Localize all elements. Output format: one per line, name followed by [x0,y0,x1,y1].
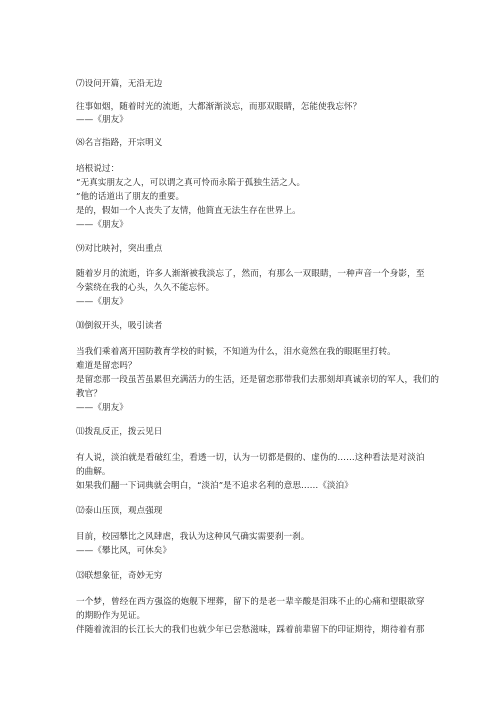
body-line: 的曲解。 [76,467,111,477]
source-citation: ——《朋友》 [76,403,128,413]
body-line: 当我们乘着离开国防教育学校的时候，不知道为什么，泪水竟然在我的眼眶里打转。 [76,347,396,357]
body-line: ”他的话道出了朋友的重要。 [76,192,185,202]
body-line: 有人说，淡泊就是看破红尘，看透一切，认为一切都是假的、虚伪的……这种看法是对淡泊 [76,453,425,463]
body-line: 一个梦，曾经在西方强盗的炮舰下埋葬，留下的是老一辈辛酸是泪珠不止的心痛和望眼欲穿 [76,597,425,607]
source-citation: ——《朋友》 [76,115,128,125]
source-citation: ——《攀比风，可休矣》 [76,546,172,556]
body-line: “无真实朋友之人，可以谓之真可怜而永陷于孤独生活之人。 [76,178,306,188]
body-line: 教官？ [76,389,102,399]
body-line: 往事如烟，随着时光的流逝，大都渐渐淡忘，而那双眼睛，怎能使我忘怀？ [76,102,362,112]
section-heading: ⑻名言指路，开宗明义 [76,138,163,148]
section-heading: ⑺设问开篇，无沿无边 [76,79,163,89]
body-line: 随着岁月的流逝，许多人渐渐被我淡忘了，然而，有那么一双眼睛，一种声音一个身影，至 [76,269,425,279]
body-line: 难道是留恋吗？ [76,361,137,371]
body-line: 是留恋那一段虽苦虽累但充满活力的生活，还是留恋那带我们去那刻却真诚亲切的军人，我们的 [76,375,440,385]
section-heading: ⑽倒叙开头，吸引读者 [76,321,163,331]
section-heading: ⒀联想象征，奇妙无穷 [76,571,163,581]
body-line: 如果我们翻一下词典就会明白，“淡泊”是不追求名利的意思……《淡泊》 [76,481,353,491]
source-citation: ——《朋友》 [76,220,128,230]
body-line: 今萦绕在我的心头，久久不能忘怀。 [76,283,215,293]
section-heading: ⑼对比映衬，突出重点 [76,244,163,254]
body-line: 伴随着流泪的长江长大的我们也就少年已尝愁滋味，踩着前辈留下的印证期待，期待着有那 [76,625,425,635]
body-line: 的期盼作为见证。 [76,611,146,621]
body-line: 目前，校园攀比之风肆虐，我认为这种风气确实需要刹一刹。 [76,532,310,542]
body-line: 培根说过： [76,164,120,174]
source-citation: ——《朋友》 [76,297,128,307]
body-line: 是的，假如一个人丧失了友情，他简直无法生存在世界上。 [76,206,301,216]
section-heading: ⑾拨乱反正，拨云见日 [76,427,163,437]
section-heading: ⑿泰山压顶，观点强现 [76,506,163,516]
